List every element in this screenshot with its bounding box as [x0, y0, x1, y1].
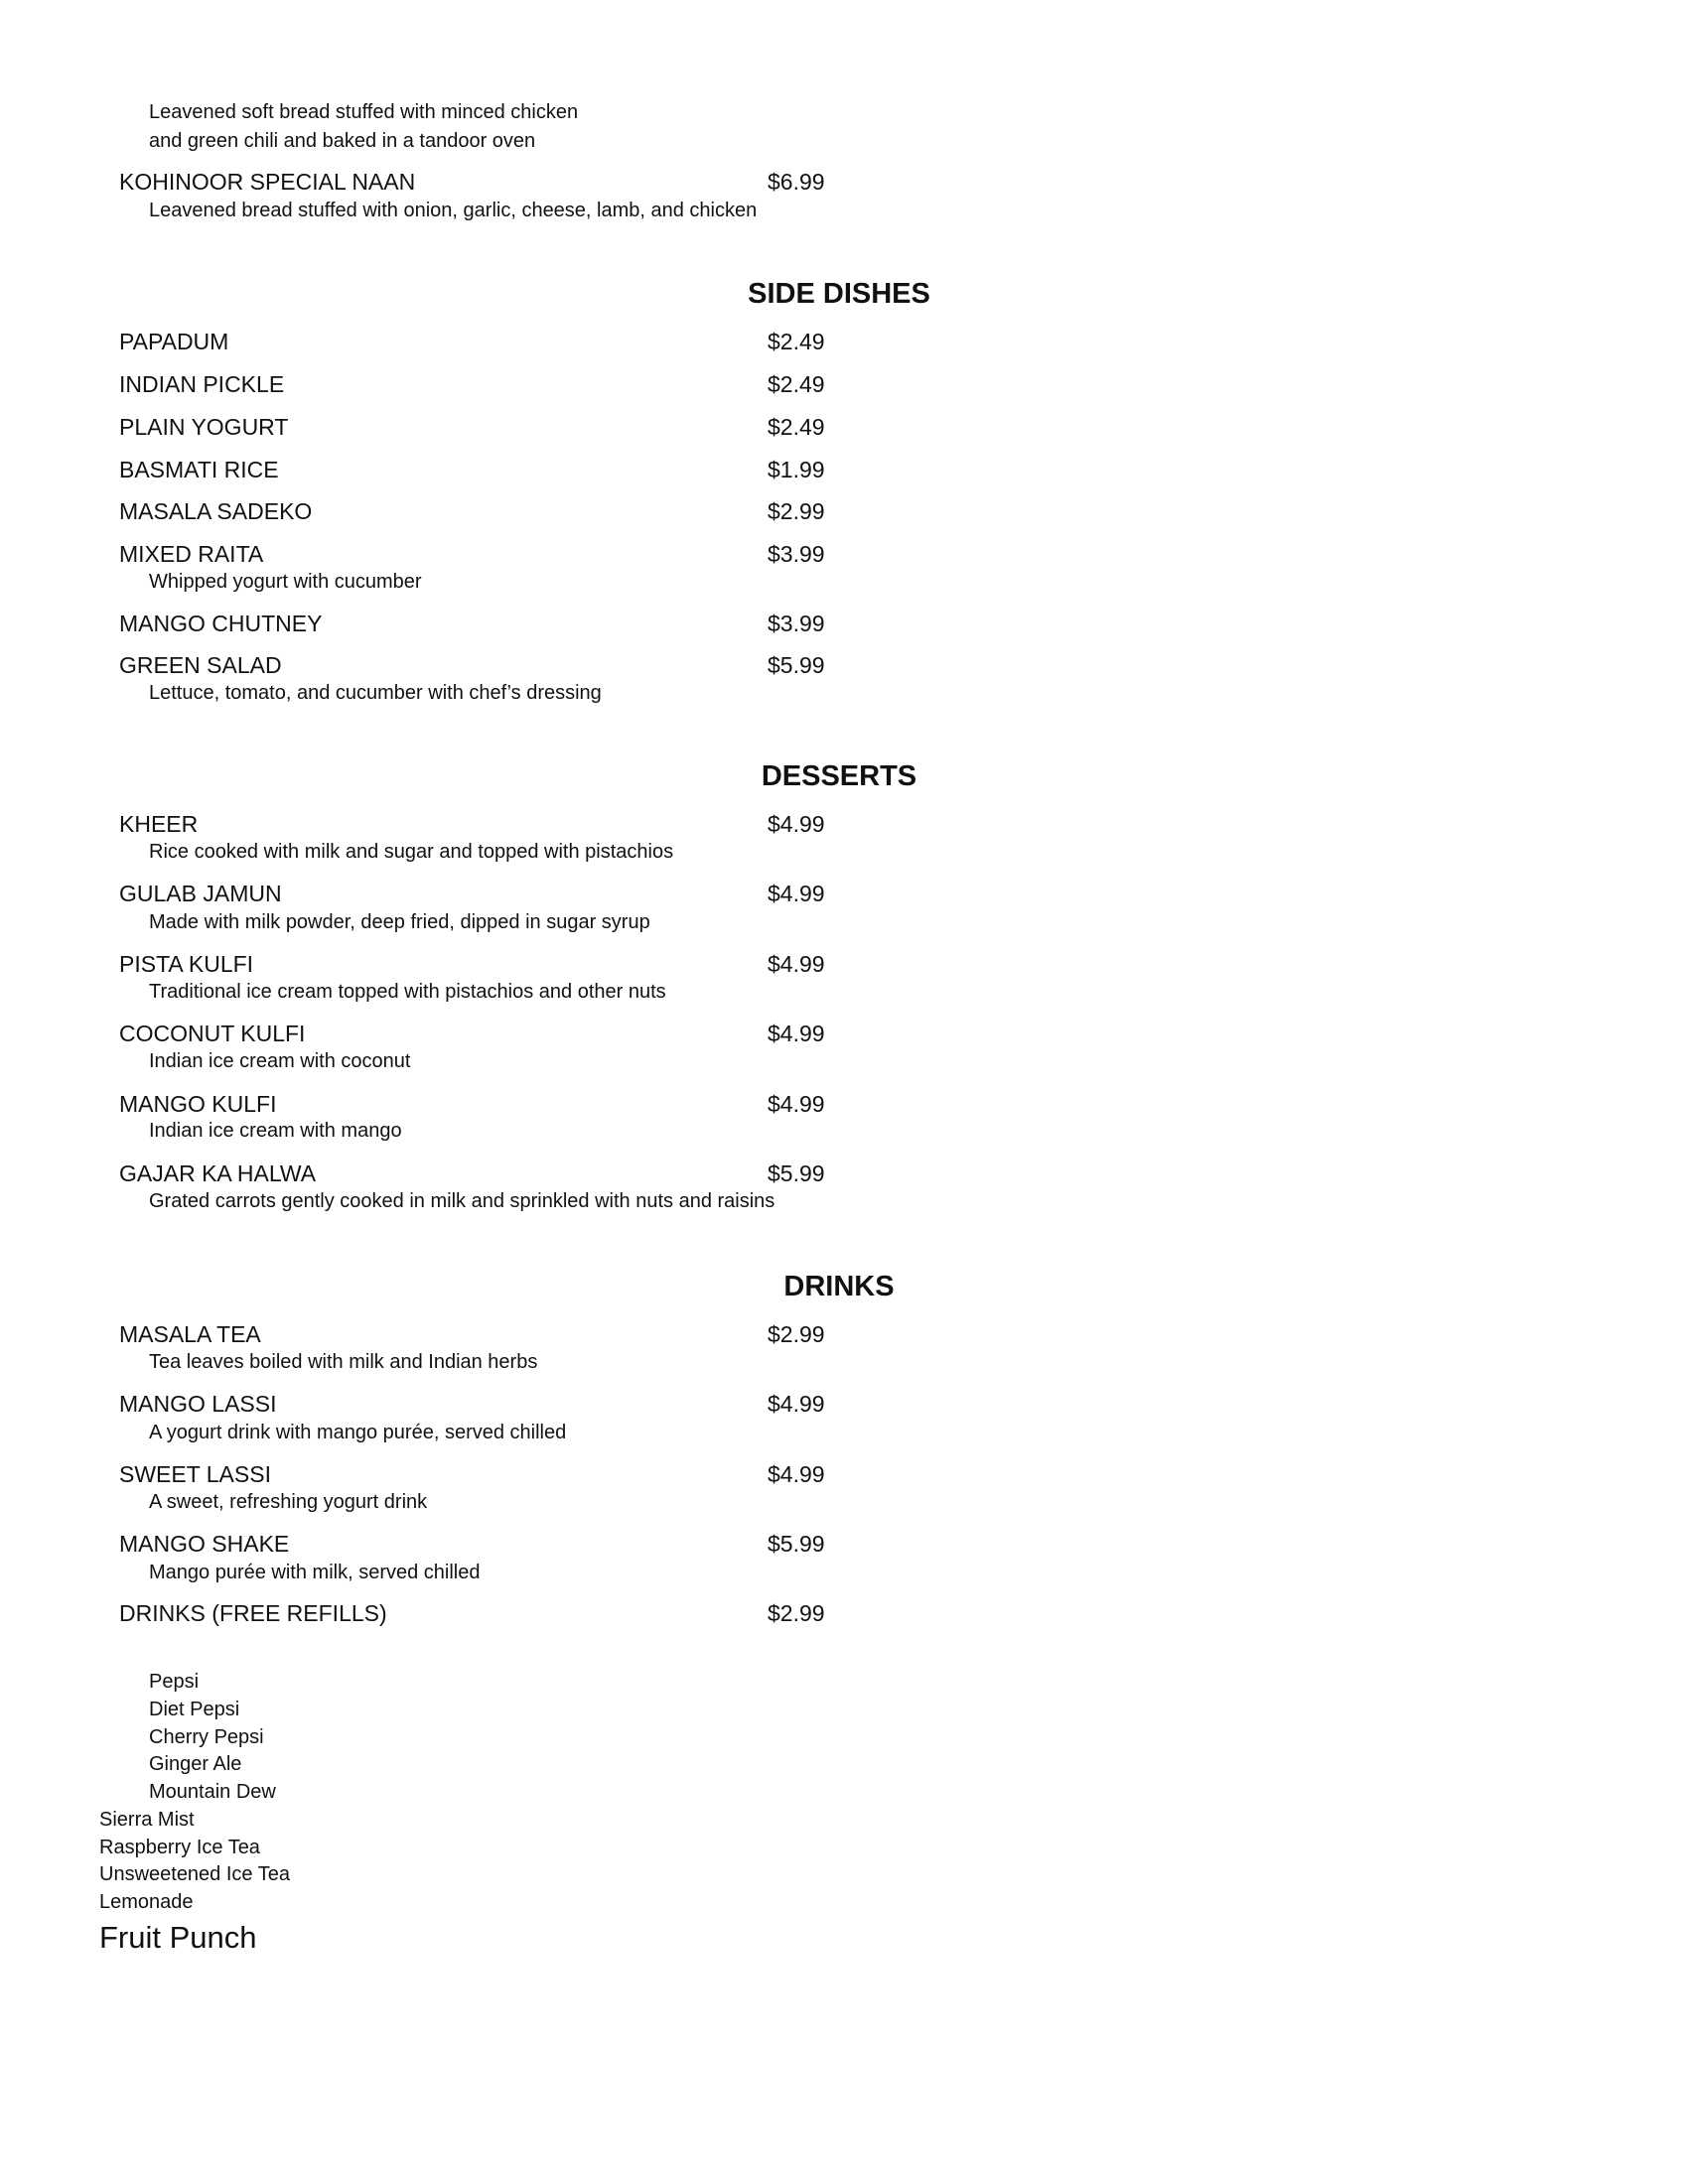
drink-list-item: Ginger Ale: [149, 1753, 242, 1775]
item-price: $4.99: [768, 811, 825, 837]
item-description: and green chili and baked in a tandoor oven: [149, 130, 536, 152]
item-price: $5.99: [768, 652, 825, 678]
item-description: Mango purée with milk, served chilled: [149, 1562, 481, 1583]
drink-list-item: Raspberry Ice Tea: [99, 1837, 260, 1858]
item-price: $2.49: [768, 371, 825, 397]
item-description: Indian ice cream with mango: [149, 1120, 402, 1142]
item-price: $2.49: [768, 414, 825, 440]
drink-list-item: Lemonade: [99, 1891, 194, 1913]
drink-list-item: Mountain Dew: [149, 1781, 276, 1803]
item-price: $4.99: [768, 1461, 825, 1487]
item-name: PAPADUM: [119, 329, 229, 354]
item-price: $2.99: [768, 1600, 825, 1626]
item-price: $5.99: [768, 1531, 825, 1557]
item-price: $2.99: [768, 1321, 825, 1347]
item-name: KHEER: [119, 811, 199, 837]
item-name: GAJAR KA HALWA: [119, 1160, 317, 1186]
section-heading-desserts: DESSERTS: [761, 760, 917, 792]
item-description: A sweet, refreshing yogurt drink: [149, 1491, 428, 1513]
item-description: Leavened bread stuffed with onion, garlic, cheese, lamb, and chicken: [149, 200, 758, 221]
item-price: $4.99: [768, 881, 825, 906]
item-name: MANGO CHUTNEY: [119, 611, 323, 636]
drink-list-item: Cherry Pepsi: [149, 1726, 264, 1748]
item-description: Made with milk powder, deep fried, dipped in sugar syrup: [149, 911, 650, 933]
item-name: MANGO LASSI: [119, 1391, 277, 1417]
item-description: Leavened soft bread stuffed with minced chicken: [149, 101, 579, 123]
item-description: Traditional ice cream topped with pistachios and other nuts: [149, 981, 666, 1003]
item-name: PLAIN YOGURT: [119, 414, 289, 440]
item-name: DRINKS (FREE REFILLS): [119, 1600, 387, 1626]
drink-list-item: Pepsi: [149, 1671, 200, 1693]
item-name: MIXED RAITA: [119, 541, 264, 567]
item-description: A yogurt drink with mango purée, served chilled: [149, 1422, 567, 1443]
item-name: MANGO KULFI: [119, 1091, 277, 1117]
item-price: $1.99: [768, 457, 825, 482]
item-description: Grated carrots gently cooked in milk and sprinkled with nuts and raisins: [149, 1190, 775, 1212]
item-name: COCONUT KULFI: [119, 1021, 306, 1046]
section-heading-side-dishes: SIDE DISHES: [748, 278, 930, 310]
item-price: $4.99: [768, 1091, 825, 1117]
item-name: SWEET LASSI: [119, 1461, 271, 1487]
item-name: KOHINOOR SPECIAL NAAN: [119, 169, 416, 195]
item-name: GULAB JAMUN: [119, 881, 282, 906]
item-description: Whipped yogurt with cucumber: [149, 571, 422, 593]
item-price: $4.99: [768, 1021, 825, 1046]
item-price: $3.99: [768, 541, 825, 567]
item-name: BASMATI RICE: [119, 457, 279, 482]
drink-list-item: Diet Pepsi: [149, 1699, 240, 1720]
item-price: $3.99: [768, 611, 825, 636]
item-price: $5.99: [768, 1160, 825, 1186]
item-description: Indian ice cream with coconut: [149, 1050, 411, 1072]
drink-list-item: Fruit Punch: [99, 1920, 257, 1955]
item-name: GREEN SALAD: [119, 652, 282, 678]
item-description: Tea leaves boiled with milk and Indian herbs: [149, 1351, 538, 1373]
item-name: MASALA TEA: [119, 1321, 261, 1347]
item-price: $2.99: [768, 498, 825, 524]
item-name: MASALA SADEKO: [119, 498, 313, 524]
item-price: $4.99: [768, 951, 825, 977]
item-description: Lettuce, tomato, and cucumber with chef’s dressing: [149, 682, 602, 704]
item-price: $6.99: [768, 169, 825, 195]
drink-list-item: Unsweetened Ice Tea: [99, 1863, 290, 1885]
item-price: $2.49: [768, 329, 825, 354]
item-name: INDIAN PICKLE: [119, 371, 285, 397]
item-price: $4.99: [768, 1391, 825, 1417]
item-name: MANGO SHAKE: [119, 1531, 290, 1557]
item-description: Rice cooked with milk and sugar and topped with pistachios: [149, 841, 674, 863]
item-name: PISTA KULFI: [119, 951, 254, 977]
drink-list-item: Sierra Mist: [99, 1809, 195, 1831]
section-heading-drinks: DRINKS: [783, 1271, 895, 1302]
